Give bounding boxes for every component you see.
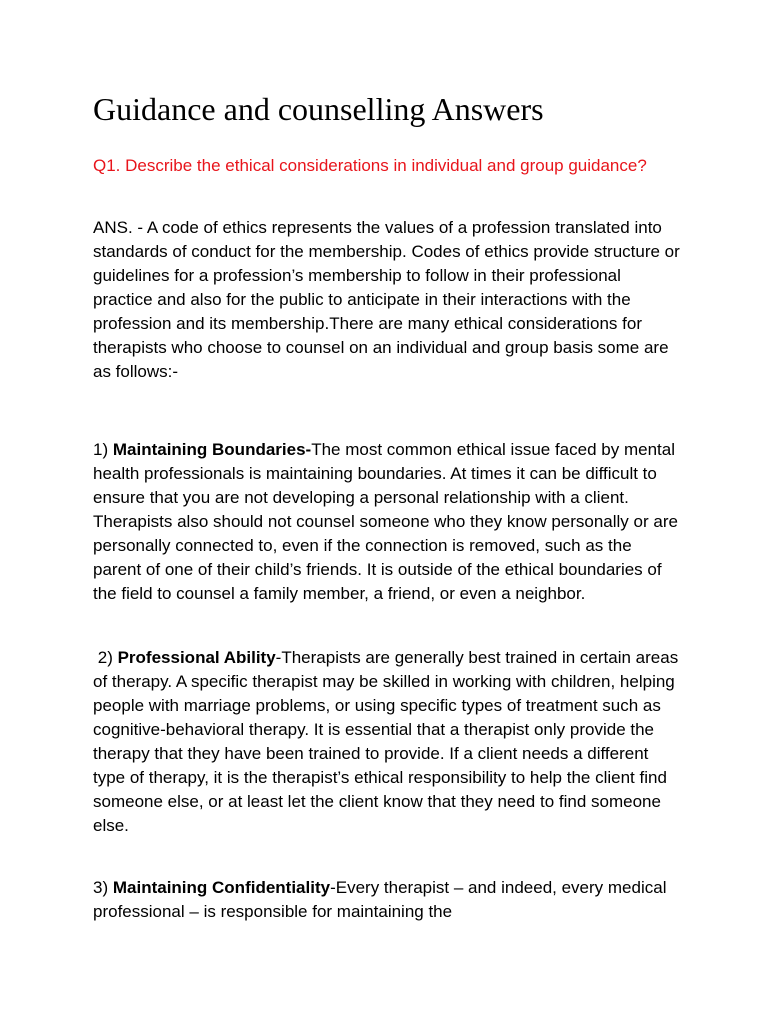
point-paragraph-2 — [93, 646, 683, 838]
point-text: The most common ethical issue faced by mental health professionals is maintaining boundaries. At times it can be difficult to ensure that you are not developing a personal relationship with a client. Therapists also should not counsel someone who they know personally or are personally connected to, even if the connection is removed, such as the parent of one of their child’s friends. It is outside of the ethical boundaries of the field to counsel a family member, a friend, or even a neighbor. — [93, 440, 678, 603]
question-heading: Q1. Describe the ethical considerations in individual and group guidance? — [93, 156, 647, 175]
point-heading: Maintaining Boundaries- — [112, 440, 312, 459]
point-text: -Every therapist – and indeed, every medical professional – is responsible for maintaining the — [93, 878, 667, 921]
point-heading: Maintaining Confidentiality — [112, 878, 331, 897]
point-paragraph-3 — [93, 876, 683, 924]
point-number: 3) — [93, 878, 109, 897]
point-number: 2) — [97, 648, 113, 667]
point-heading: Professional Ability — [117, 648, 276, 667]
point-number: 1) — [93, 440, 109, 459]
answer-intro-paragraph: ANS. - A code of ethics represents the values of a profession translated into standards of conduct for the membership. Codes of ethics provide structure or guidelines for a profession’s membership to follow in their professional practice and also for the public to anticipate in their interactions with the profession and its membership.There are many ethical considerations for therapists who choose to counsel on an individual and group basis some are as follows:- — [93, 218, 680, 381]
document-title: Guidance and counselling Answers — [93, 91, 544, 127]
point-paragraph-1 — [93, 438, 683, 606]
point-text: -Therapists are generally best trained in certain areas of therapy. A specific therapist may be skilled in working with children, helping people with marriage problems, or using specific types of treatment such as cognitive-behavioral therapy. It is essential that a therapist only provide the therapy that they have been trained to provide. If a client needs a different type of therapy, it is the therapist’s ethical responsibility to help the client find someone else, or at least let the client know that they need to find someone else. — [93, 648, 679, 835]
